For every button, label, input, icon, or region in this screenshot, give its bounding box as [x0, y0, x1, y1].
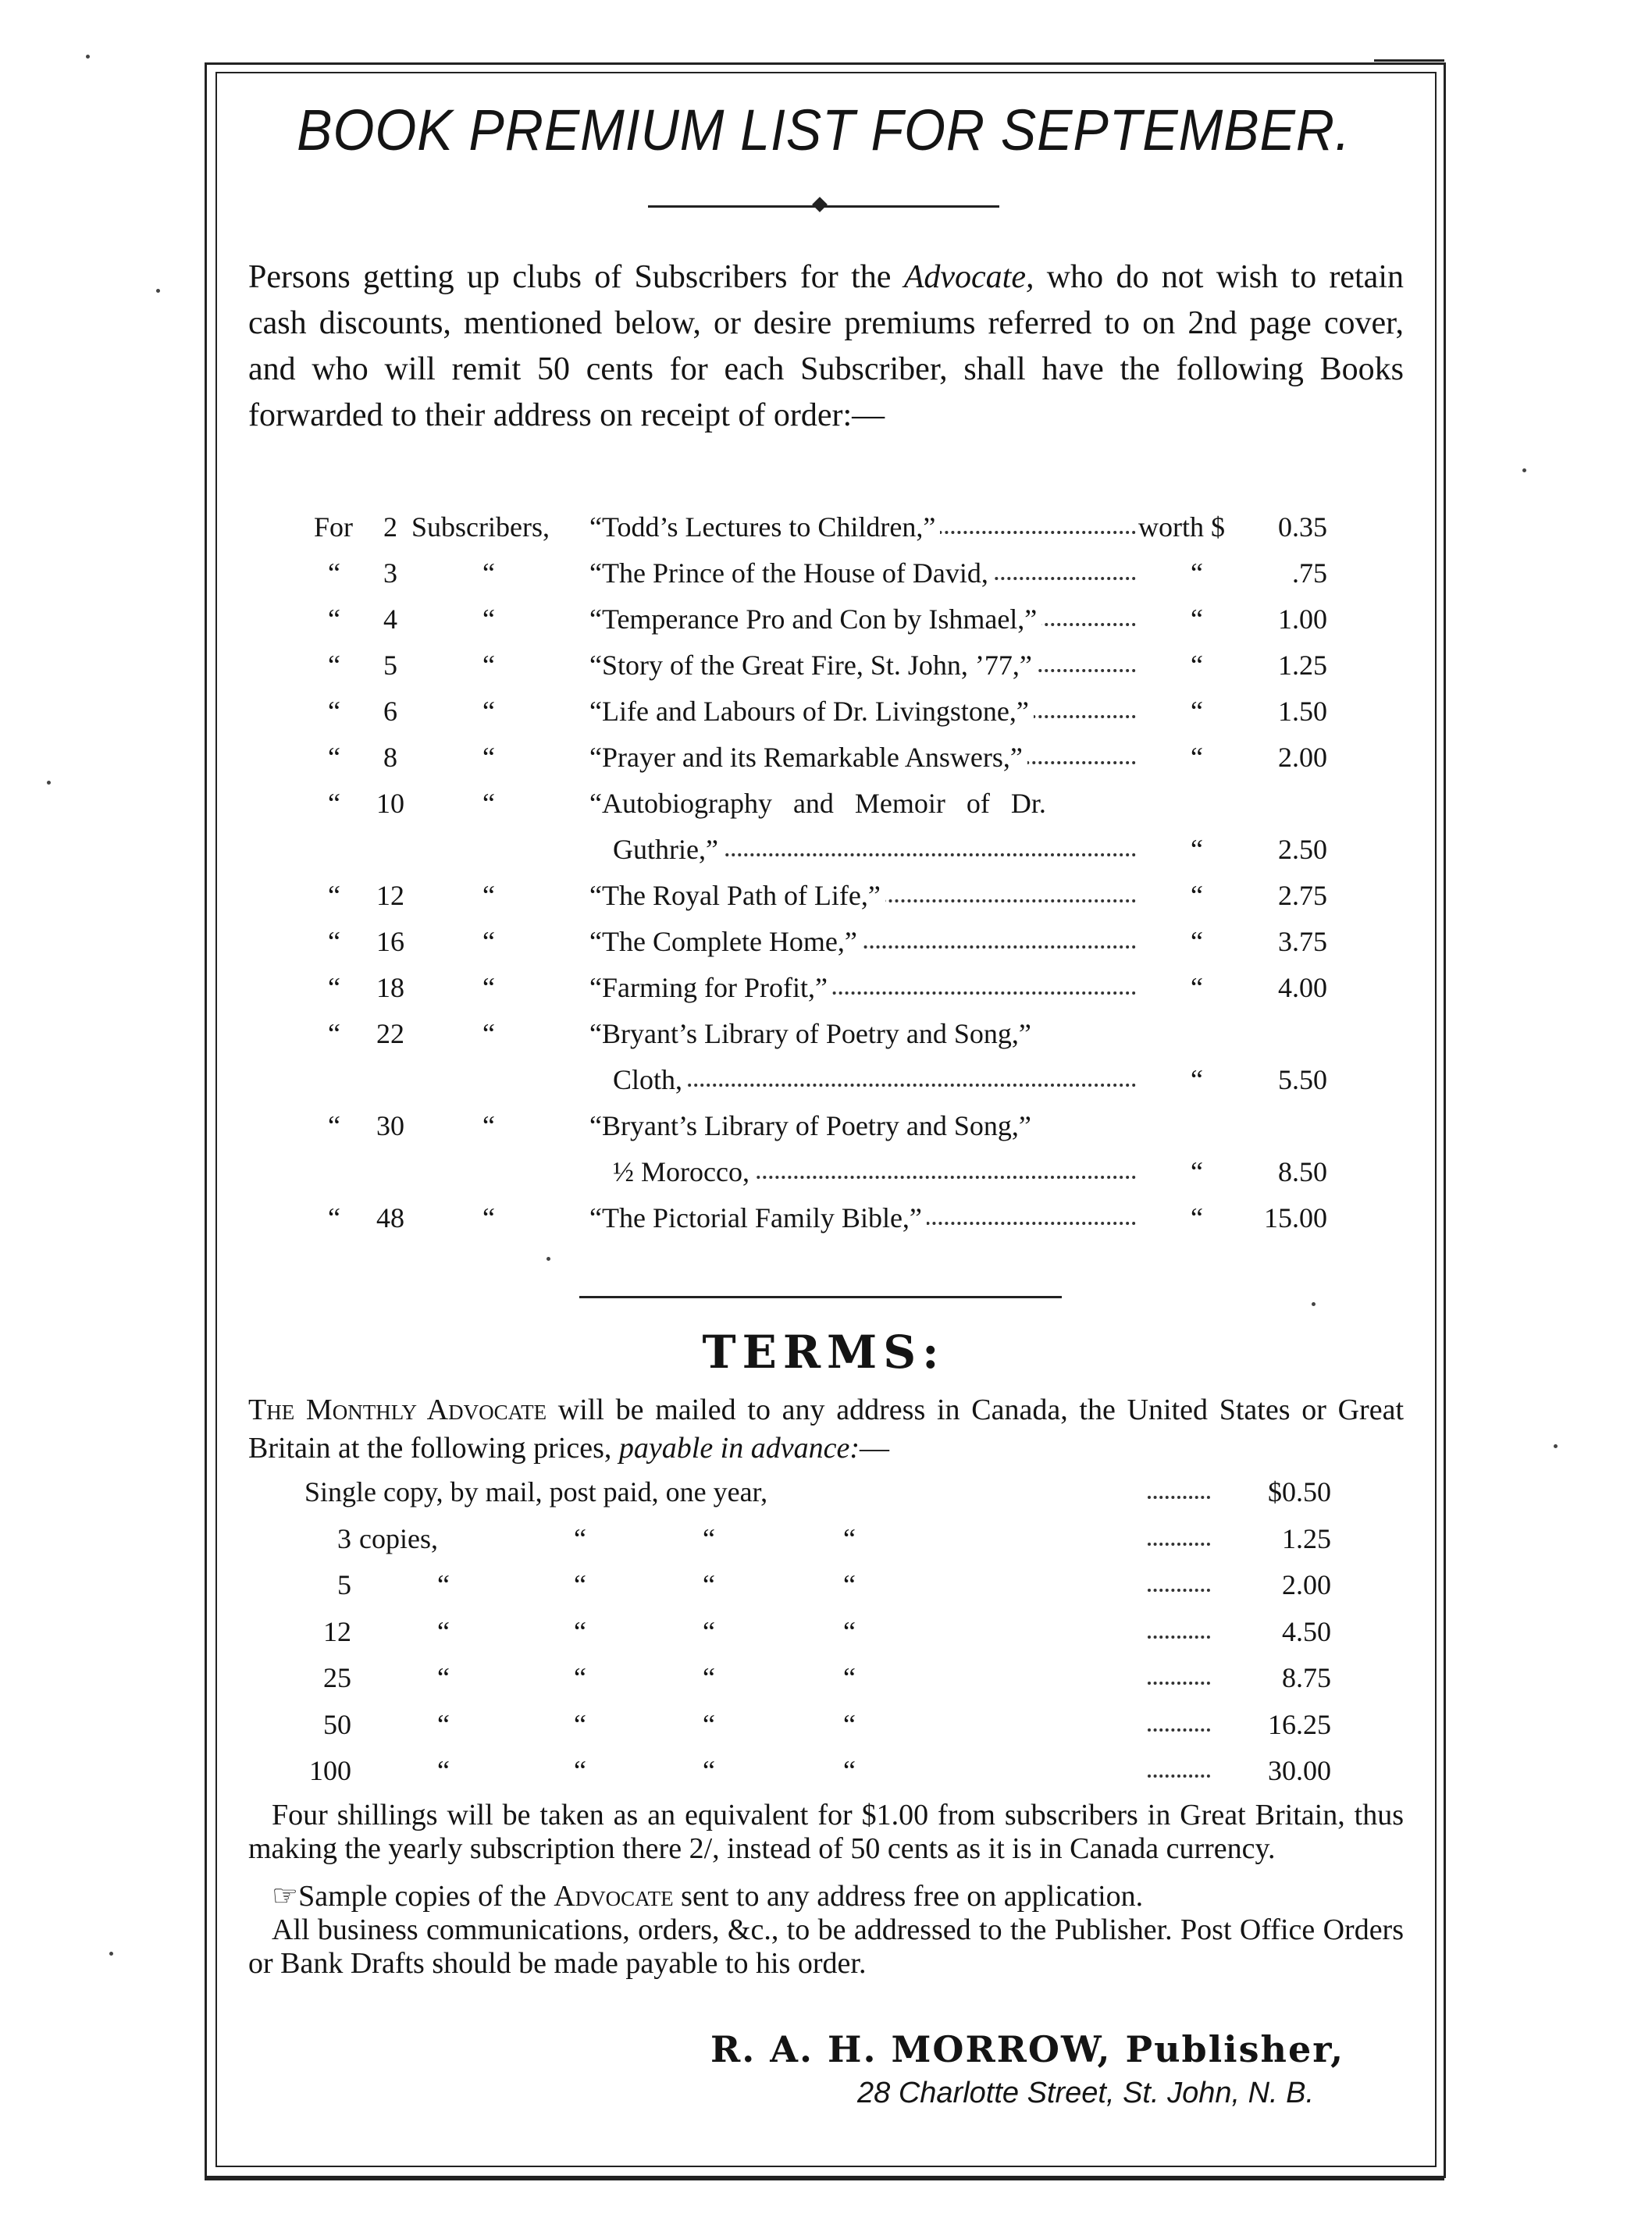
subscriber-count: 2: [383, 511, 397, 543]
terms-payable-note: payable in advance:: [618, 1432, 860, 1465]
ditto-mark: “: [703, 1615, 715, 1647]
copy-quantity: 100: [309, 1755, 351, 1786]
intro-advocate-emphasis: Advocate,: [903, 259, 1034, 295]
price-row: [304, 1754, 1358, 1801]
book-title: “Story of the Great Fire, St. John, ’77,”: [589, 649, 1136, 682]
ditto-mark: “: [1191, 926, 1203, 957]
ditto-mark: “: [328, 880, 340, 911]
price-leader-dots: [1148, 1522, 1210, 1546]
book-price: 2.50: [1278, 834, 1327, 865]
terms-dash: —: [860, 1432, 889, 1465]
ditto-mark: “: [328, 650, 340, 681]
scan-speck: [547, 1257, 550, 1261]
ditto-mark: “: [574, 1569, 586, 1600]
terms-heading: TERMS:: [702, 1326, 945, 1379]
book-price: 5.50: [1278, 1064, 1327, 1095]
ditto-mark: “: [437, 1708, 450, 1740]
ditto-mark: “: [482, 603, 495, 635]
price-row-price: 16.25: [1268, 1708, 1331, 1740]
premium-row: [304, 695, 1413, 741]
book-price: 2.75: [1278, 880, 1327, 911]
diamond-ornament-icon: [812, 197, 828, 212]
frame-bottom-rule: [205, 2178, 1444, 2180]
ditto-mark: “: [703, 1708, 715, 1740]
ditto-mark: “: [328, 742, 340, 773]
section-divider: [579, 1296, 1062, 1298]
book-title: “The Prince of the House of David,: [589, 557, 1136, 589]
price-leader-dots: [1148, 1568, 1210, 1592]
book-price: 3.75: [1278, 926, 1327, 957]
ditto-mark: “: [703, 1522, 715, 1554]
ditto-mark: “: [328, 557, 340, 589]
sample-publication-name: Advocate: [554, 1880, 674, 1913]
ditto-mark: “: [328, 788, 340, 819]
ditto-mark: “: [843, 1755, 856, 1786]
scan-speck: [1312, 1302, 1316, 1306]
premium-row-continued: [304, 1155, 1413, 1201]
book-title-continued: ½ Morocco,: [613, 1155, 1136, 1188]
publisher-address: 28 Charlotte Street, St. John, N. B.: [857, 2077, 1315, 2109]
premium-row: [304, 1017, 1413, 1063]
book-title: “Farming for Profit,”: [589, 971, 1136, 1004]
premium-row: [304, 1201, 1413, 1248]
ditto-mark: “: [328, 1110, 340, 1141]
ditto-mark: “: [1191, 742, 1203, 773]
price-row: [304, 1615, 1358, 1662]
pointing-hand-icon: ☞: [272, 1880, 299, 1913]
book-title: “Autobiography and Memoir of Dr.: [589, 787, 1136, 820]
price-row: [304, 1708, 1358, 1755]
book-price: 15.00: [1264, 1202, 1327, 1233]
book-title: “The Royal Path of Life,”: [589, 879, 1136, 912]
ditto-mark: “: [843, 1522, 856, 1554]
worth-label: worth $: [1138, 511, 1225, 543]
ditto-mark: “: [1191, 880, 1203, 911]
sample-text: Sample copies of the: [298, 1880, 554, 1913]
ditto-mark: “: [574, 1615, 586, 1647]
book-title: “Todd’s Lectures to Children,”: [589, 511, 1136, 543]
book-price: 8.50: [1278, 1156, 1327, 1187]
book-price: 1.25: [1278, 650, 1327, 681]
price-row-description: Single copy, by mail, post paid, one year,: [304, 1476, 768, 1507]
price-row-price: 8.75: [1282, 1662, 1331, 1693]
subscriber-count: 12: [376, 880, 404, 911]
ditto-mark: “: [437, 1615, 450, 1647]
premium-book-list: [304, 511, 1413, 1248]
price-leader-dots: [1148, 1661, 1210, 1685]
ditto-mark: “: [703, 1569, 715, 1600]
subscriber-count: 10: [376, 788, 404, 819]
premium-row: [304, 511, 1413, 557]
shillings-note: Four shillings will be taken as an equivalent for $1.00 from subscribers in Great Britain, thus making the yearly subscription there 2/, instead of 50 cents as it is in Canada currency.: [248, 1799, 1404, 1865]
ditto-mark: “: [1191, 1064, 1203, 1095]
terms-publication-name: The Monthly Advocate: [248, 1394, 547, 1426]
ditto-mark: “: [574, 1755, 586, 1786]
subscriber-count: 4: [383, 603, 397, 635]
ditto-mark: “: [482, 650, 495, 681]
ditto-mark: “: [482, 742, 495, 773]
ditto-mark: “: [328, 926, 340, 957]
ditto-mark: “: [482, 972, 495, 1003]
premium-row: [304, 925, 1413, 971]
ditto-mark: “: [482, 926, 495, 957]
footer-notes: [248, 1799, 1404, 1981]
book-price: 4.00: [1278, 972, 1327, 1003]
price-row-price: 1.25: [1282, 1522, 1331, 1554]
scan-speck: [109, 1952, 113, 1956]
premium-row: [304, 1109, 1413, 1155]
premium-row-continued: [304, 833, 1413, 879]
ornament-divider: [648, 198, 999, 214]
ditto-mark: “: [482, 696, 495, 727]
premium-row: [304, 787, 1413, 833]
page-title: BOOK PREMIUM LIST FOR SEPTEMBER.: [297, 98, 1351, 162]
price-row-price: 4.50: [1282, 1615, 1331, 1647]
scan-speck: [156, 289, 160, 293]
ditto-mark: “: [843, 1569, 856, 1600]
ditto-mark: “: [843, 1615, 856, 1647]
price-leader-dots: [1148, 1754, 1210, 1778]
ditto-mark: “: [328, 603, 340, 635]
copy-quantity: 5: [337, 1569, 351, 1600]
premium-row: [304, 879, 1413, 925]
premium-row: [304, 603, 1413, 649]
ditto-mark: “: [328, 1018, 340, 1049]
book-price: 1.00: [1278, 603, 1327, 635]
subscriber-count: 48: [376, 1202, 404, 1233]
subscriber-count: 30: [376, 1110, 404, 1141]
copy-quantity: 3: [337, 1522, 351, 1554]
ditto-mark: “: [437, 1662, 450, 1693]
ditto-mark: “: [1191, 557, 1203, 589]
frame-top-rule: [1374, 59, 1444, 62]
business-note: All business communications, orders, &c., to be addressed to the Publisher. Post Office Orders or Bank Drafts should be made payable to his order.: [248, 1913, 1404, 1980]
subscriber-count: 18: [376, 972, 404, 1003]
intro-text-start: Persons getting up clubs of Subscribers for the: [248, 259, 904, 295]
ditto-mark: “: [574, 1662, 586, 1693]
premium-row: [304, 649, 1413, 695]
ditto-mark: “: [703, 1755, 715, 1786]
book-price: 2.00: [1278, 742, 1327, 773]
ditto-mark: “: [482, 880, 495, 911]
book-title: “Prayer and its Remarkable Answers,”: [589, 741, 1136, 774]
ditto-mark: “: [574, 1522, 586, 1554]
subscriber-count: 6: [383, 696, 397, 727]
copy-quantity: 12: [323, 1615, 351, 1647]
book-title: “Bryant’s Library of Poetry and Song,”: [589, 1017, 1136, 1050]
terms-text: will be mailed to any address in Canada, the United States or Great Britain at the following prices,: [248, 1394, 1405, 1465]
premium-row-continued: [304, 1063, 1413, 1109]
book-price: 0.35: [1278, 511, 1327, 543]
book-title-continued: Cloth,: [613, 1063, 1136, 1096]
book-title: “Temperance Pro and Con by Ishmael,”: [589, 603, 1136, 635]
book-price: .75: [1292, 557, 1327, 589]
price-row: [304, 1475, 1358, 1522]
subscriber-count: 3: [383, 557, 397, 589]
premium-row: [304, 971, 1413, 1017]
ditto-mark: “: [1191, 696, 1203, 727]
scan-speck: [1522, 468, 1526, 472]
publisher-name: R. A. H. MORROW, Publisher,: [710, 2028, 1345, 2070]
price-row-price: 30.00: [1268, 1755, 1331, 1786]
copies-label: copies,: [359, 1522, 438, 1554]
price-row: [304, 1522, 1358, 1569]
ditto-mark: “: [1191, 1202, 1203, 1233]
subscriber-count: 16: [376, 926, 404, 957]
ditto-mark: “: [843, 1662, 856, 1693]
ditto-mark: “: [574, 1708, 586, 1740]
ditto-mark: “: [482, 1110, 495, 1141]
ditto-mark: “: [437, 1755, 450, 1786]
book-title: “Bryant’s Library of Poetry and Song,”: [589, 1109, 1136, 1142]
ditto-mark: “: [328, 972, 340, 1003]
price-row-price: $0.50: [1268, 1476, 1331, 1507]
scan-speck: [47, 781, 51, 785]
ditto-mark: “: [328, 1202, 340, 1233]
ditto-mark: “: [482, 557, 495, 589]
ditto-mark: “: [1191, 603, 1203, 635]
price-leader-dots: [1148, 1708, 1210, 1732]
book-title: “The Complete Home,”: [589, 925, 1136, 958]
ditto-mark: “: [482, 1018, 495, 1049]
intro-text-end: who do not wish to retain cash discounts, mentioned below, or desire premiums referred to on 2nd page cover, and who will remit 50 cents for each Subscriber, shall have the following Books forwarded to their address on receipt of order:—: [248, 259, 1404, 433]
price-leader-dots: [1148, 1615, 1210, 1639]
book-price: 1.50: [1278, 696, 1327, 727]
sample-text-end: sent to any address free on application.: [673, 1880, 1144, 1913]
for-label: For: [314, 511, 354, 543]
subscriber-count: 8: [383, 742, 397, 773]
price-row: [304, 1568, 1358, 1615]
ditto-mark: “: [482, 1202, 495, 1233]
book-title: “The Pictorial Family Bible,”: [589, 1201, 1136, 1234]
intro-paragraph: [248, 255, 1404, 439]
ditto-mark: “: [1191, 1156, 1203, 1187]
scan-speck: [86, 55, 90, 59]
book-title: “Life and Labours of Dr. Livingstone,”: [589, 695, 1136, 728]
ditto-mark: “: [482, 788, 495, 819]
copy-quantity: 50: [323, 1708, 351, 1740]
subscribers-label: Subscribers,: [411, 511, 550, 543]
subscriber-count: 5: [383, 650, 397, 681]
ditto-mark: “: [328, 696, 340, 727]
ditto-mark: “: [1191, 972, 1203, 1003]
premium-row: [304, 557, 1413, 603]
ditto-mark: “: [437, 1569, 450, 1600]
ditto-mark: “: [703, 1662, 715, 1693]
price-leader-dots: [1148, 1475, 1210, 1499]
subscription-price-table: [304, 1475, 1358, 1801]
ditto-mark: “: [1191, 650, 1203, 681]
ditto-mark: “: [1191, 834, 1203, 865]
premium-row: [304, 741, 1413, 787]
ditto-mark: “: [843, 1708, 856, 1740]
price-row: [304, 1661, 1358, 1708]
terms-paragraph: [248, 1391, 1404, 1468]
subscriber-count: 22: [376, 1018, 404, 1049]
scan-speck: [1554, 1444, 1558, 1448]
price-row-price: 2.00: [1282, 1569, 1331, 1600]
book-title-continued: Guthrie,”: [613, 833, 1136, 866]
sample-copies-note: [248, 1880, 1404, 1913]
copy-quantity: 25: [323, 1662, 351, 1693]
